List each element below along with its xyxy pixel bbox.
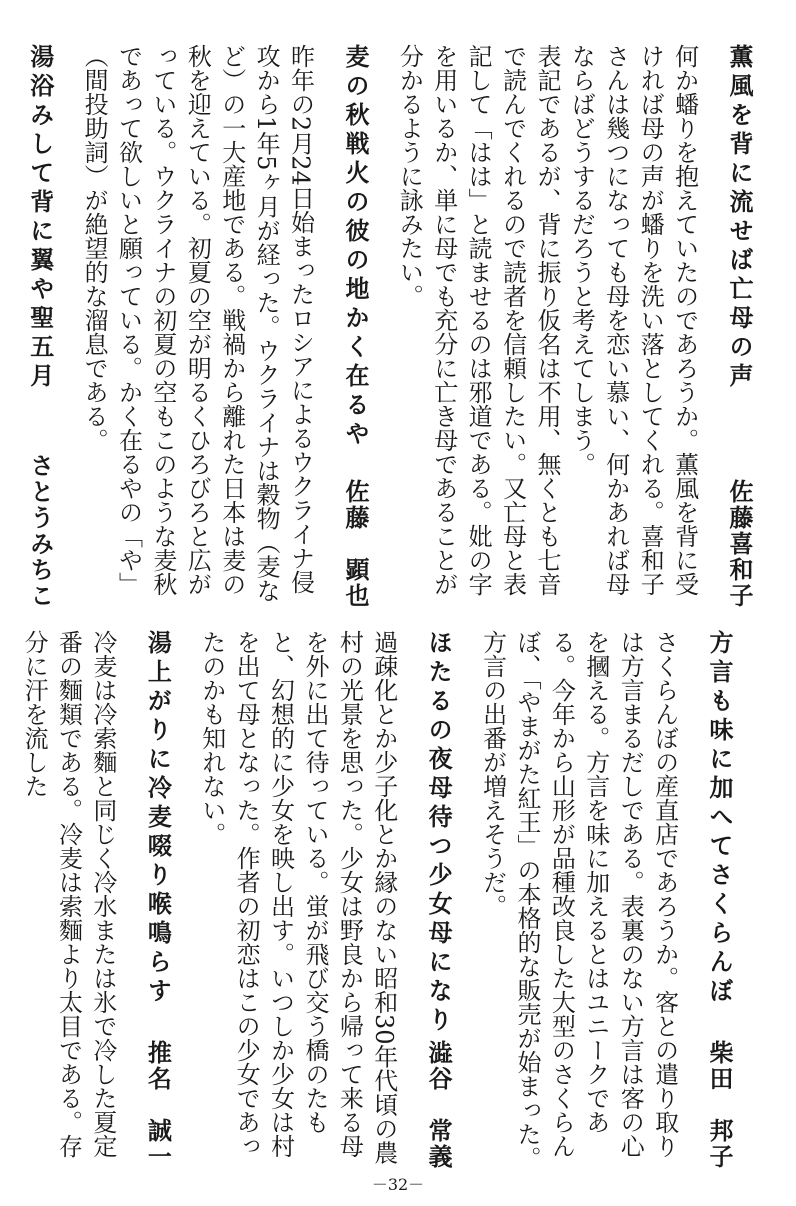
commentary-paragraph: 冷麦は冷索麵と同じく冷水または氷で冷した夏定番の麵類である。冷麦は索麵より太目である。存分に汗を流した	[20, 630, 117, 1158]
haiku-heading	[702, 630, 736, 1170]
commentary-paragraph: さくらんぼの産直店であろうか。客との遣り取りは方言まるだしである。表裏のない方言は客の心を摑える。方言を味に加えるとはユニークである。今年から山形が品種改良した大型のさくらんぼ、「やまがた紅王」の本格的な販売が始まった。方言の出番が増えそうだ。	[478, 630, 679, 1170]
haiku-verse: 湯浴みして背に翼や聖五月	[25, 44, 54, 392]
page-number: －32－	[371, 1175, 425, 1194]
haiku-verse: 麦の秋戦火の彼の地かく在るや	[340, 44, 369, 450]
haiku-author: 澁谷 常義	[424, 1040, 453, 1170]
commentary-paragraph: 過疎化とか少子化とか縁のない昭和30年代頃の農村の光景を思った。少女は野良から帰って来る母を外に出て待っている。蛍が飛び交う橋のたもと、幻想的に少女を映し出す。いつしか少女は村を出て母となった。作者の初恋はこの少女であったのかも知れない。	[197, 630, 398, 1165]
haiku-author: 佐藤 顕也	[340, 479, 369, 609]
commentary-paragraph: 表記であるが、背に振り仮名は不用、無くとも七音で読んでくれるので読者を信頼したい。又亡母と表記して「はは」と読ませるのは邪道である。妣の字を用いるか、単に母でも充分に亡き母であることが分かるように詠みたい。	[395, 44, 561, 596]
commentary-paragraph: 昨年の2月24日始まったロシアによるウクライナ侵攻から1年5ヶ月が経った。ウクライナは穀物（麦など）の一大産地である。戦禍から離れた日本は麦の秋を迎えている。初夏の空が明るくひろびろと広がっている。ウクライナの初夏の空もこのような麦秋であって欲しいと願っている。かく在るやの「や」（間投助詞）が絶望的な溜息である。	[80, 44, 315, 603]
haiku-heading	[140, 630, 174, 1170]
haiku-author: 推名 誠一	[143, 1040, 172, 1170]
haiku-author: さとうみちこ	[25, 453, 54, 609]
text-band-lower	[22, 630, 756, 1170]
haiku-verse: 湯上がりに冷麦啜り喉鳴らす	[143, 630, 172, 1007]
commentary-paragraph: 何か蟠りを抱えていたのであろうか。薫風を背に受ければ母の声が蟠りを洗い落としてくれる。喜和子さんは幾つになっても母を恋い慕い、何かあれば母ならばどうするだろうと考えてしまう。	[567, 44, 699, 596]
haiku-verse: 薫風を背に流せば亡母の声	[725, 44, 753, 392]
haiku-verse: ほたるの夜母待つ少女母になり	[424, 630, 453, 1036]
haiku-heading	[722, 44, 756, 609]
haiku-author: 柴田 邦子	[705, 1040, 733, 1170]
commentary-paragraph	[0, 44, 2, 609]
haiku-heading	[421, 630, 455, 1170]
haiku-heading	[22, 44, 56, 609]
haiku-verse: 方言も味に加へてさくらんぼ	[705, 630, 733, 1007]
haiku-heading	[338, 44, 372, 609]
haiku-author: 佐藤喜和子	[725, 479, 753, 609]
text-band-upper	[22, 44, 756, 609]
